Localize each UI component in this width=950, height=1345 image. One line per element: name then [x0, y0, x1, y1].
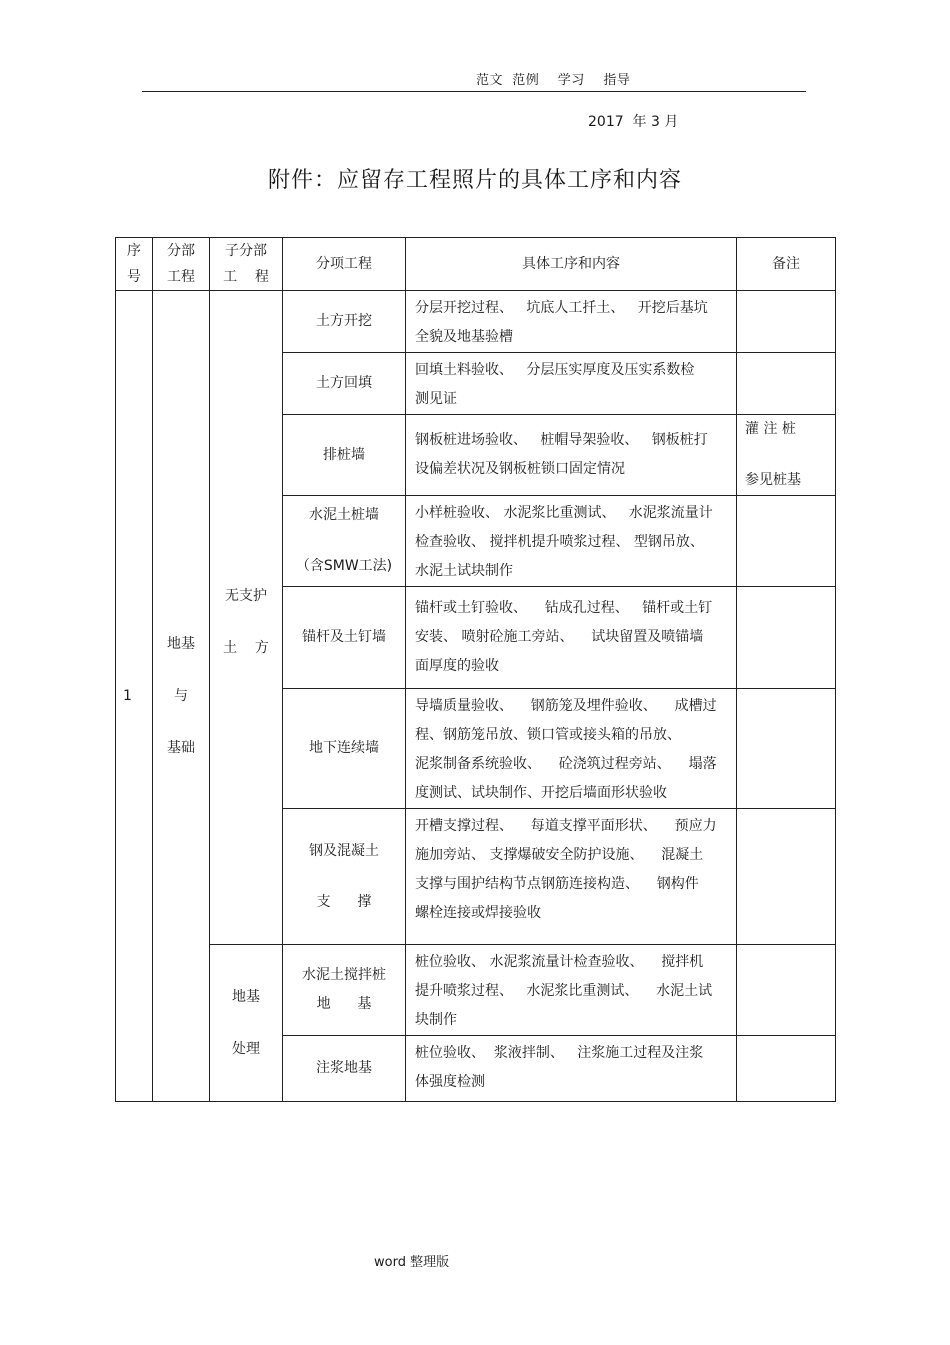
remark-cell [737, 415, 836, 496]
item-label: 地下连续墙 [309, 740, 379, 756]
photo-requirements-table [115, 237, 836, 1102]
seq-cell [116, 291, 153, 1102]
division-line3: 基础 [167, 740, 195, 756]
content-line: 度测试、试块制作、开挖后墙面形状验收 [415, 785, 667, 801]
page-footer: word 整理版 [374, 1255, 450, 1270]
item-cell [283, 689, 406, 809]
subdivision1-line1: 无支护 [225, 587, 267, 604]
subdivision-cell-unsupported [210, 291, 283, 945]
header-seq-line2: 号 [127, 269, 141, 285]
content-cell [406, 1036, 737, 1102]
header-item: 分项工程 [283, 238, 406, 291]
header-division-line1: 分部 [167, 243, 195, 259]
content-line: 开槽支撑过程、 每道支撑平面形状、 预应力 [415, 818, 717, 834]
content-line: 块制作 [415, 1012, 457, 1028]
content-line: 泥浆制备系统验收、 砼浇筑过程旁站、 塌落 [415, 756, 717, 772]
item-cell [283, 809, 406, 945]
content-cell [406, 945, 737, 1036]
subdivision2-line1: 地基 [232, 989, 260, 1005]
item-cell [283, 353, 406, 415]
item-label: （含SMW工法) [295, 558, 393, 574]
remark-cell [737, 496, 836, 587]
content-cell [406, 353, 737, 415]
header-subdivision [210, 238, 283, 291]
content-line: 螺栓连接或焊接验收 [415, 905, 541, 921]
item-label: 水泥土搅拌桩 [302, 967, 386, 983]
content-cell [406, 587, 737, 689]
content-line: 面厚度的验收 [415, 658, 499, 674]
item-label: 排桩墙 [323, 446, 365, 463]
content-cell [406, 415, 737, 496]
date: 2017 年 3 月 [588, 114, 679, 130]
content-cell [406, 689, 737, 809]
seq-value: 1 [123, 687, 132, 704]
header-rule [142, 91, 806, 92]
content-cell [406, 291, 737, 353]
subdivision-cell-ground-treatment [210, 945, 283, 1102]
content-line: 小样桩验收、 水泥浆比重测试、 水泥浆流量计 [415, 505, 713, 521]
subdivision1-line2: 土 方 [223, 639, 269, 656]
item-cell [283, 1036, 406, 1102]
content-line: 水泥土试块制作 [415, 563, 513, 579]
header-division-line2: 工程 [167, 269, 195, 285]
remark-cell [737, 587, 836, 689]
division-line2: 与 [174, 688, 188, 704]
content-line: 分层开挖过程、 坑底人工扦土、 开挖后基坑 [415, 300, 708, 316]
header-content: 具体工序和内容 [406, 238, 737, 291]
item-label: 锚杆及土钉墙 [302, 629, 386, 645]
remark-cell [737, 353, 836, 415]
item-cell [283, 415, 406, 496]
content-line: 导墙质量验收、 钢筋笼及埋件验收、 成槽过 [415, 698, 717, 714]
item-label: 土方回填 [316, 375, 372, 391]
header-subdivision-line2: 工 程 [223, 269, 269, 285]
document-title: 附件：应留存工程照片的具体工序和内容 [267, 168, 682, 193]
header-seq-line1: 序 [127, 243, 141, 259]
content-cell [406, 809, 737, 945]
page-header: 范文 范例 学习 指导 [476, 73, 631, 88]
remark-cell [737, 291, 836, 353]
division-line1: 地基 [167, 636, 195, 652]
content-line: 施加旁站、 支撑爆破安全防护设施、 混凝土 [415, 847, 704, 863]
header-remark: 备注 [737, 238, 836, 291]
content-line: 设偏差状况及钢板桩锁口固定情况 [415, 461, 625, 477]
content-line: 检查验收、 搅拌机提升喷浆过程、 型钢吊放、 [415, 534, 704, 550]
content-line: 支撑与围护结构节点钢筋连接构造、 钢构件 [415, 876, 699, 892]
content-line: 提升喷浆过程、 水泥浆比重测试、 水泥土试 [415, 983, 713, 999]
content-line: 桩位验收、 浆液拌制、 注浆施工过程及注浆 [415, 1045, 704, 1061]
content-line: 测见证 [415, 391, 457, 407]
item-label: 支 撑 [316, 893, 372, 910]
item-cell [283, 587, 406, 689]
header-subdivision-line1: 子分部 [225, 243, 267, 259]
content-line: 桩位验收、 水泥浆流量计检查验收、 搅拌机 [415, 954, 704, 970]
content-line: 体强度检测 [415, 1074, 485, 1090]
content-line: 回填土料验收、 分层压实厚度及压实系数检 [415, 362, 695, 378]
division-cell [153, 291, 210, 1102]
content-line: 安装、 喷射砼施工旁站、 试块留置及喷锚墙 [415, 629, 704, 645]
remark-line: 灌 注 桩 [745, 421, 796, 437]
item-label: 钢及混凝土 [309, 842, 379, 859]
header-seq [116, 238, 153, 291]
content-line: 钢板桩进场验收、 桩帽导架验收、 钢板桩打 [415, 432, 708, 448]
subdivision2-line2: 处理 [232, 1041, 260, 1057]
remark-cell [737, 945, 836, 1036]
remark-line: 参见桩基 [745, 472, 801, 488]
item-label: 水泥土桩墙 [309, 507, 379, 523]
remark-cell [737, 809, 836, 945]
content-cell [406, 496, 737, 587]
remark-cell [737, 1036, 836, 1102]
content-line: 全貌及地基验槽 [415, 329, 513, 345]
content-line: 程、钢筋笼吊放、锁口管或接头箱的吊放、 [415, 727, 681, 743]
item-cell [283, 496, 406, 587]
item-cell [283, 945, 406, 1036]
table-header-row [116, 238, 836, 291]
item-label: 地 基 [316, 996, 372, 1012]
item-label: 土方开挖 [316, 313, 372, 329]
table-row [116, 945, 836, 1036]
remark-cell [737, 689, 836, 809]
content-line: 锚杆或土钉验收、 钻成孔过程、 锚杆或土钉 [415, 600, 713, 616]
table-row [116, 291, 836, 353]
item-label: 注浆地基 [316, 1060, 372, 1076]
header-division [153, 238, 210, 291]
item-cell [283, 291, 406, 353]
